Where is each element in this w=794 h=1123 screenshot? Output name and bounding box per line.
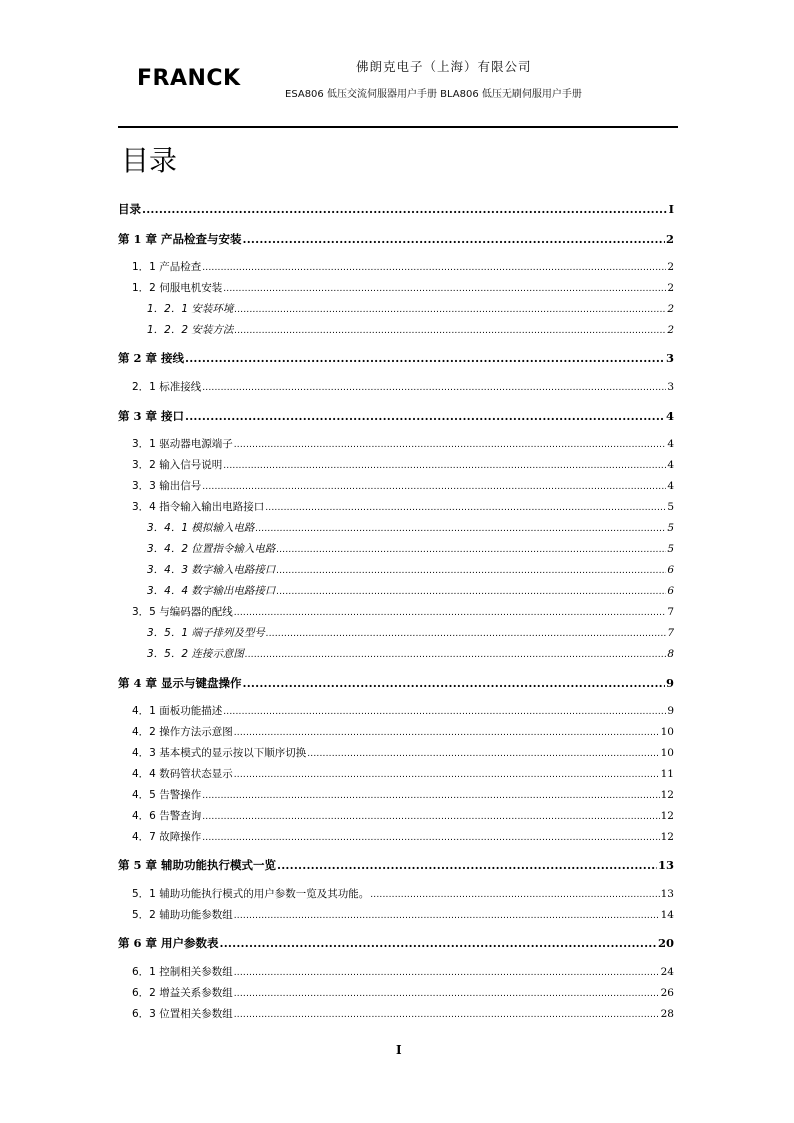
toc-entry-label: 第 5 章 辅助功能执行模式一览 — [118, 858, 277, 872]
toc-entry-label: 5．1 辅助功能执行模式的用户参数一览及其功能。 — [132, 888, 370, 900]
toc-dot-leader — [202, 381, 666, 393]
toc-entry[interactable] — [118, 541, 674, 556]
toc-entry-page: 8 — [667, 648, 674, 660]
toc-entry-page: 6 — [667, 564, 674, 576]
toc-entry-label: 1．1 产品检查 — [132, 261, 202, 273]
toc-entry-page: 4 — [667, 480, 674, 492]
toc-entry-page: 2 — [667, 282, 674, 294]
toc-dot-leader — [234, 768, 660, 780]
toc-dot-leader — [220, 936, 657, 950]
toc-entry[interactable] — [118, 583, 674, 598]
toc-entry[interactable] — [118, 201, 674, 217]
toc-dot-leader — [234, 726, 660, 738]
toc-entry-page: 5 — [667, 522, 674, 534]
toc-entry[interactable] — [118, 886, 674, 901]
toc-entry-label: 3．4．3 数字输入电路接口 — [147, 564, 276, 576]
toc-dot-leader — [245, 648, 666, 660]
toc-dot-leader — [202, 261, 666, 273]
toc-entry[interactable] — [118, 745, 674, 760]
toc-entry[interactable] — [118, 724, 674, 739]
toc-entry[interactable] — [118, 520, 674, 535]
toc-entry-page: 3 — [665, 351, 674, 365]
toc-entry-label: 3．5 与编码器的配线 — [132, 606, 233, 618]
toc-entry[interactable] — [118, 457, 674, 472]
toc-entry-label: 第 2 章 接线 — [118, 351, 185, 365]
toc-entry-page: 2 — [667, 303, 674, 315]
toc-entry-label: 1．2 伺服电机安装 — [132, 282, 223, 294]
toc-dot-leader — [185, 351, 665, 365]
toc-entry[interactable] — [118, 766, 674, 781]
toc-entry[interactable] — [118, 301, 674, 316]
toc-entry[interactable] — [118, 604, 674, 619]
toc-entry[interactable] — [118, 829, 674, 844]
toc-entry-page: 4 — [667, 438, 674, 450]
toc-dot-leader — [276, 564, 666, 576]
toc-entry[interactable] — [118, 408, 674, 424]
toc-entry[interactable] — [118, 985, 674, 1000]
toc-dot-leader — [276, 585, 666, 597]
toc-dot-leader — [277, 858, 657, 872]
toc-entry[interactable] — [118, 675, 674, 691]
toc-dot-leader — [202, 810, 659, 822]
toc-entry-label: 目录 — [118, 202, 141, 216]
toc-entry-page: 24 — [660, 966, 674, 978]
toc-dot-leader — [223, 705, 666, 717]
toc-dot-leader — [202, 831, 659, 843]
toc-dot-leader — [234, 966, 660, 978]
toc-entry-label: 第 4 章 显示与键盘操作 — [118, 676, 242, 690]
page-title: 目录 — [121, 144, 178, 177]
toc-entry-label: 第 1 章 产品检查与安装 — [118, 232, 242, 246]
toc-dot-leader — [185, 409, 665, 423]
toc-entry-label: 4．7 故障操作 — [132, 831, 202, 843]
toc-entry[interactable] — [118, 625, 674, 640]
toc-dot-leader — [255, 522, 666, 534]
toc-entry[interactable] — [118, 379, 674, 394]
toc-entry-page: 14 — [660, 909, 674, 921]
toc-entry-page: 2 — [667, 324, 674, 336]
toc-dot-leader — [243, 232, 665, 246]
toc-entry-label: 6．2 增益关系参数组 — [132, 987, 233, 999]
toc-entry-label: 4．2 操作方法示意图 — [132, 726, 233, 738]
toc-dot-leader — [265, 501, 666, 513]
toc-entry-page: I — [668, 202, 674, 216]
toc-entry-label: 6．1 控制相关参数组 — [132, 966, 233, 978]
toc-entry-label: 3．2 输入信号说明 — [132, 459, 223, 471]
toc-entry-label: 3．4．1 模拟输入电路 — [147, 522, 255, 534]
toc-entry-page: 9 — [667, 705, 674, 717]
toc-entry-page: 20 — [657, 936, 674, 950]
toc-entry-label: 1．2．2 安装方法 — [147, 324, 234, 336]
toc-dot-leader — [307, 747, 659, 759]
toc-entry-page: 4 — [667, 459, 674, 471]
toc-entry-page: 12 — [660, 831, 674, 843]
header-divider — [118, 126, 678, 128]
toc-entry-label: 4．4 数码管状态显示 — [132, 768, 233, 780]
toc-entry-page: 5 — [667, 501, 674, 513]
toc-entry-page: 6 — [667, 585, 674, 597]
toc-dot-leader — [202, 789, 659, 801]
toc-dot-leader — [243, 676, 665, 690]
toc-entry-label: 5．2 辅助功能参数组 — [132, 909, 233, 921]
toc-dot-leader — [223, 459, 666, 471]
toc-entry-label: 3．3 输出信号 — [132, 480, 202, 492]
manual-subtitle: ESA806 低压交流伺服器用户手册 BLA806 低压无刷伺服用户手册 — [285, 89, 582, 100]
toc-entry-page: 13 — [660, 888, 674, 900]
toc-entry-label: 4．1 面板功能描述 — [132, 705, 223, 717]
toc-entry[interactable] — [118, 646, 674, 661]
toc-entry-label: 第 3 章 接口 — [118, 409, 185, 423]
toc-dot-leader — [234, 1008, 660, 1020]
toc-entry[interactable] — [118, 322, 674, 337]
toc-entry-page: 28 — [660, 1008, 674, 1020]
toc-entry-page: 11 — [660, 768, 674, 780]
toc-dot-leader — [370, 888, 659, 900]
toc-entry[interactable] — [118, 499, 674, 514]
toc-entry-label: 6．3 位置相关参数组 — [132, 1008, 233, 1020]
toc-entry-page: 10 — [660, 726, 674, 738]
page-number: I — [396, 1043, 402, 1057]
toc-dot-leader — [234, 438, 667, 450]
toc-dot-leader — [266, 627, 666, 639]
toc-entry-label: 4．6 告警查询 — [132, 810, 202, 822]
toc-entry-page: 2 — [667, 261, 674, 273]
toc-entry[interactable] — [118, 907, 674, 922]
toc-entry[interactable] — [118, 259, 674, 274]
toc-entry-label: 3．4 指令输入输出电路接口 — [132, 501, 265, 513]
toc-entry-label: 3．5．2 连接示意图 — [147, 648, 244, 660]
toc-entry-page: 10 — [660, 747, 674, 759]
toc-entry[interactable] — [118, 857, 674, 873]
toc-entry[interactable] — [118, 964, 674, 979]
toc-entry-page: 12 — [660, 789, 674, 801]
toc-dot-leader — [234, 606, 667, 618]
toc-entry-label: 3．1 驱动器电源端子 — [132, 438, 233, 450]
toc-entry-label: 2．1 标准接线 — [132, 381, 202, 393]
toc-entry-label: 4．3 基本模式的显示按以下顺序切换 — [132, 747, 307, 759]
toc-entry-label: 1．2．1 安装环境 — [147, 303, 234, 315]
toc-entry-label: 3．4．2 位置指令输入电路 — [147, 543, 276, 555]
toc-entry[interactable] — [118, 231, 674, 247]
franck-logo: FRANCK — [137, 66, 241, 91]
toc-dot-leader — [234, 987, 660, 999]
toc-entry-page: 2 — [665, 232, 674, 246]
toc-entry-page: 13 — [657, 858, 674, 872]
toc-entry[interactable] — [118, 787, 674, 802]
toc-dot-leader — [234, 909, 660, 921]
toc-entry-page: 12 — [660, 810, 674, 822]
toc-entry[interactable] — [118, 478, 674, 493]
company-name: 佛朗克电子（上海）有限公司 — [356, 59, 532, 74]
toc-dot-leader — [276, 543, 666, 555]
toc-entry[interactable] — [118, 703, 674, 718]
toc-dot-leader — [142, 202, 668, 216]
toc-entry-label: 第 6 章 用户参数表 — [118, 936, 219, 950]
toc-entry-page: 7 — [667, 627, 674, 639]
toc-entry-page: 9 — [665, 676, 674, 690]
toc-entry-page: 4 — [665, 409, 674, 423]
toc-dot-leader — [223, 282, 666, 294]
toc-entry-page: 3 — [667, 381, 674, 393]
toc-entry-page: 26 — [660, 987, 674, 999]
toc-entry[interactable] — [118, 436, 674, 451]
toc-entry[interactable] — [118, 350, 674, 366]
toc-dot-leader — [202, 480, 666, 492]
toc-dot-leader — [234, 303, 666, 315]
toc-entry[interactable] — [118, 935, 674, 951]
toc-entry-label: 3．5．1 端子排列及型号 — [147, 627, 265, 639]
toc-entry[interactable] — [118, 1006, 674, 1021]
toc-entry-page: 7 — [667, 606, 674, 618]
toc-entry[interactable] — [118, 808, 674, 823]
toc-entry[interactable] — [118, 280, 674, 295]
toc-entry-label: 4．5 告警操作 — [132, 789, 202, 801]
toc-dot-leader — [234, 324, 666, 336]
toc-entry-label: 3．4．4 数字输出电路接口 — [147, 585, 276, 597]
toc-entry-page: 5 — [667, 543, 674, 555]
toc-entry[interactable] — [118, 562, 674, 577]
